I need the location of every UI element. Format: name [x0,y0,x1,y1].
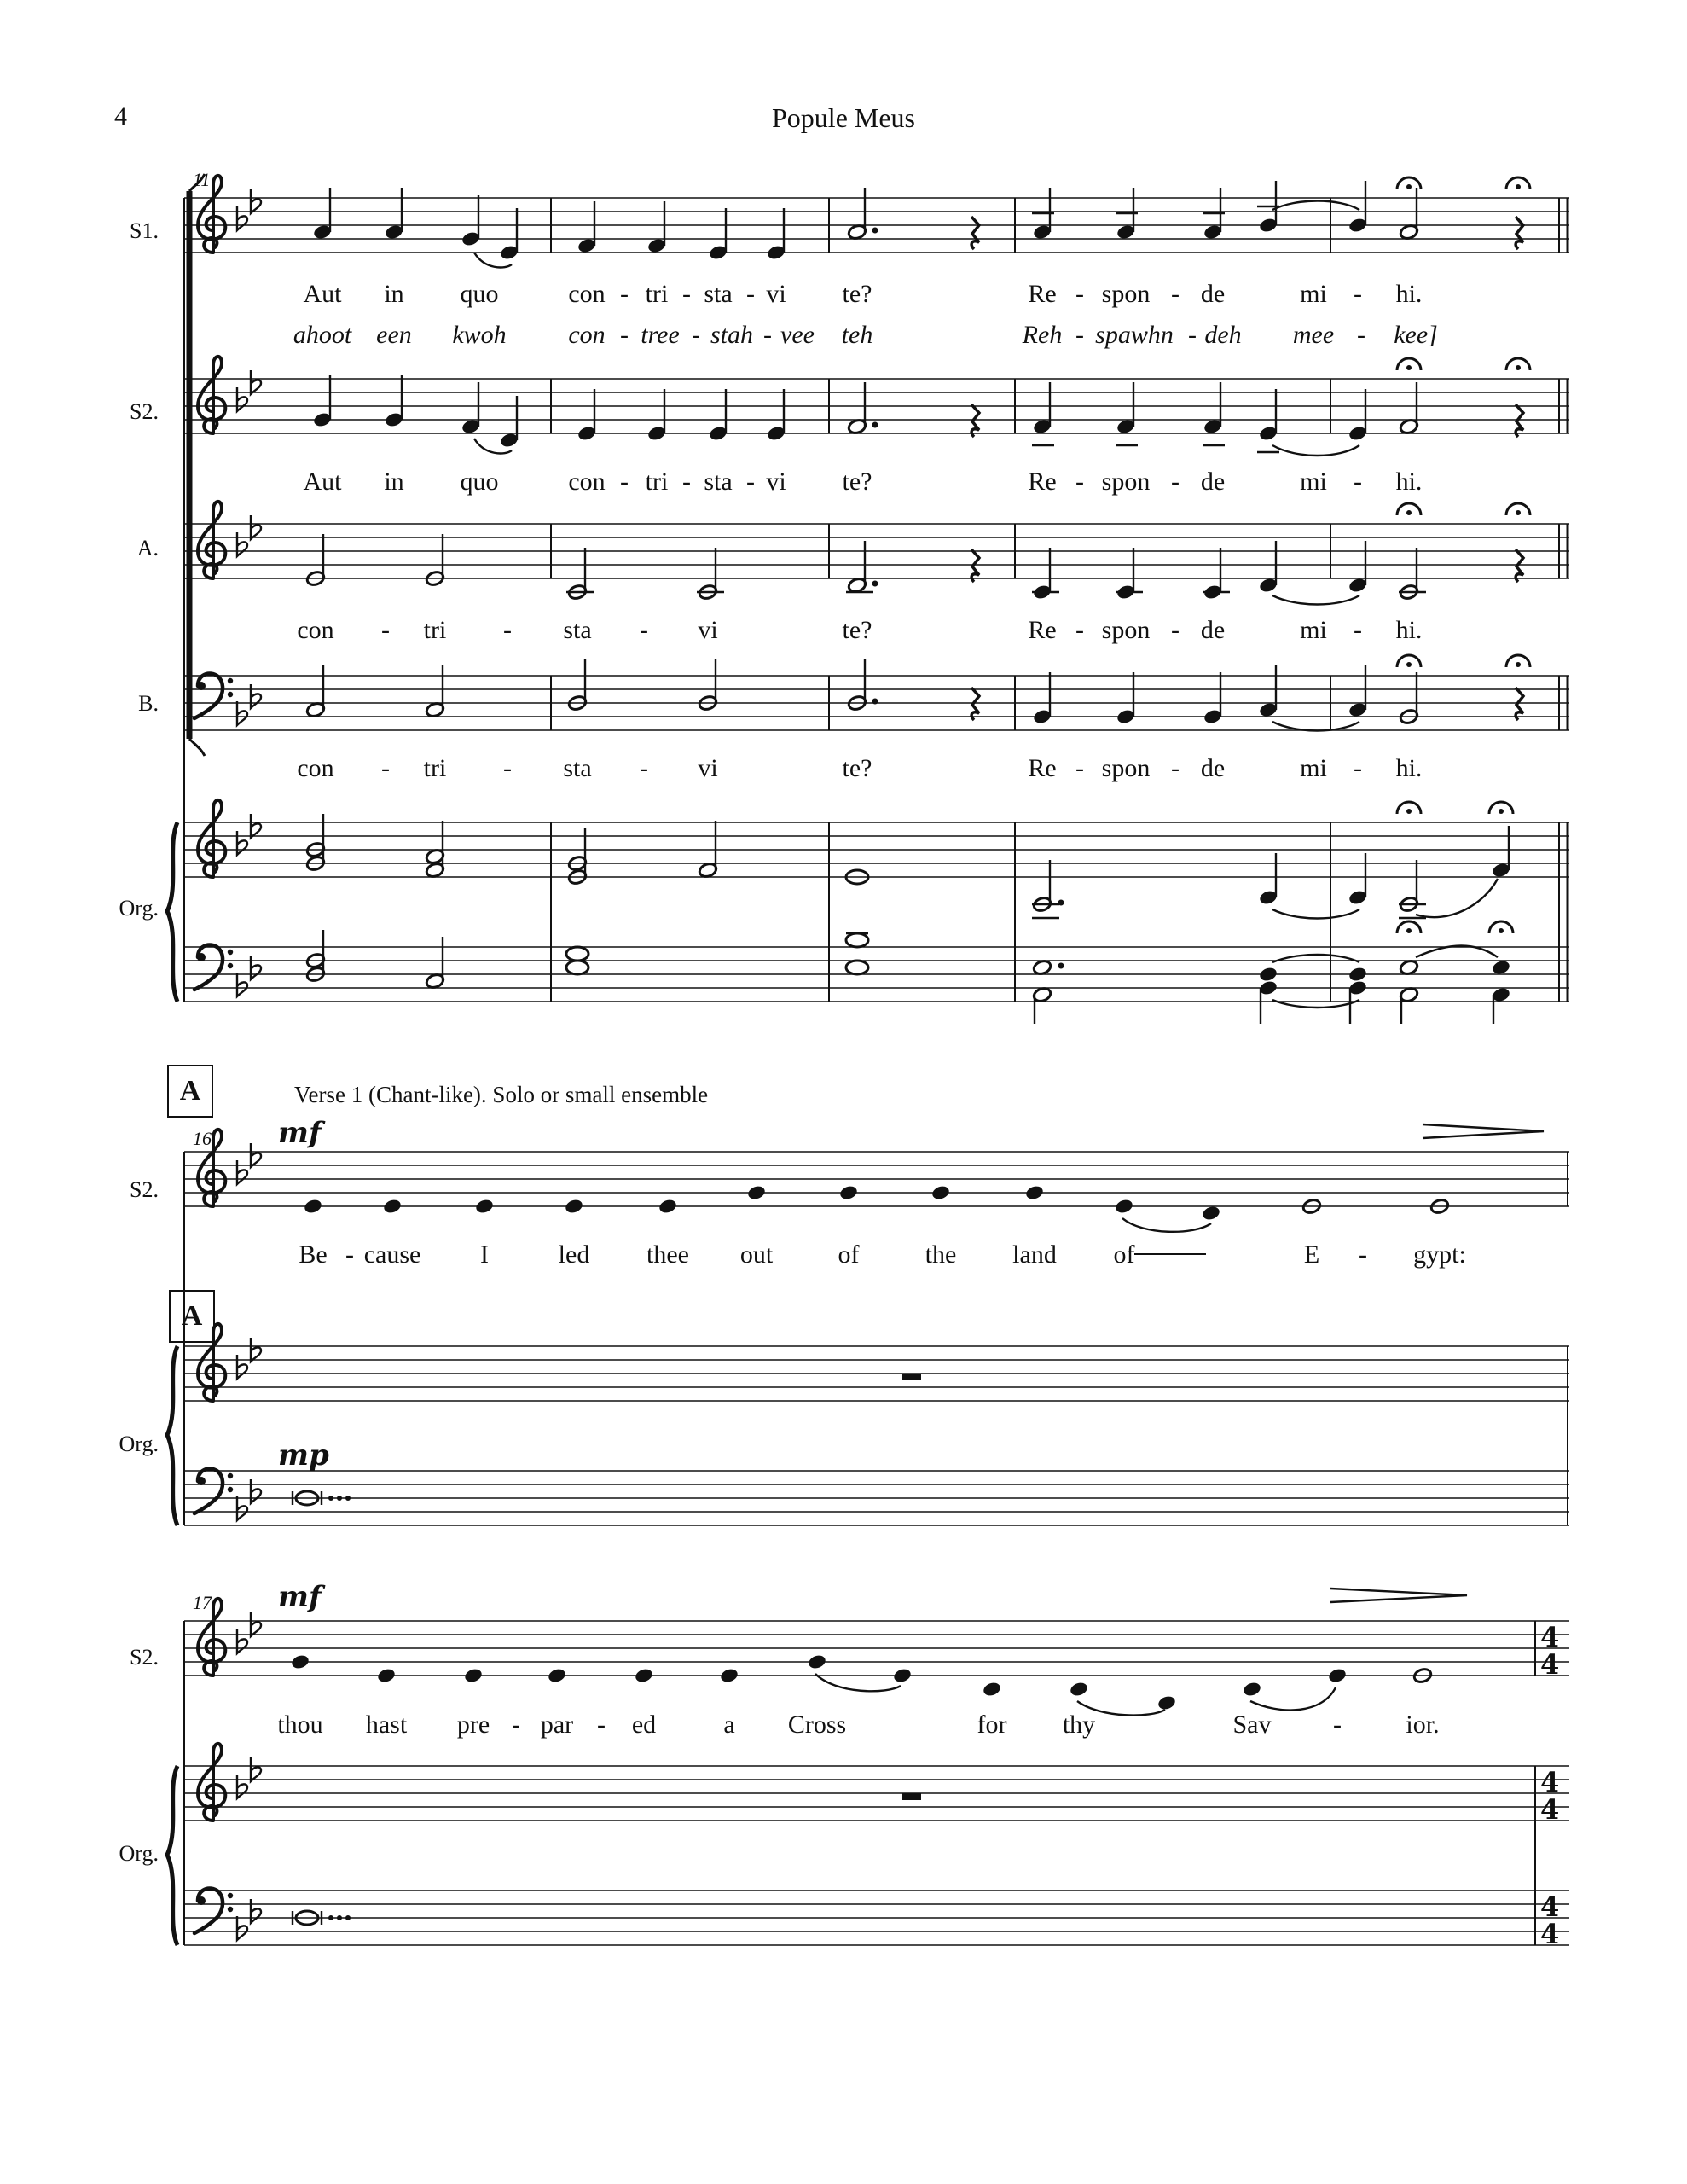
staff-label-organ: Org. [119,1432,159,1456]
lyric-syllable: hast [365,1711,408,1739]
staff-verse-s2 [184,1152,1569,1206]
organ-whole-rest-icon [902,1374,921,1380]
lyric-syllable: Re [1028,280,1057,308]
lyric-syllable: sta [563,754,592,782]
lyric-syllable: - [1354,754,1362,782]
staff-organ-treble [184,822,1569,877]
lyric-syllable: te? [842,468,872,496]
pronunciation-syllable: - [692,321,700,349]
staff-label-organ: Org. [119,1841,159,1866]
svg-text:4: 4 [1540,1891,1560,1923]
lyric-syllable: mi [1300,616,1327,644]
lyric-syllable: - [1171,616,1180,644]
staff-label-s2: S2. [130,1645,159,1670]
measure-number: 11 [193,169,211,190]
notes-bass [305,655,1530,731]
lyric-syllable: sta [563,616,592,644]
pronunciation-syllable: ahoot [293,321,352,349]
notes-s2 [312,358,1530,456]
lyric-syllable: - [1359,1240,1367,1269]
notes-verse-line-2 [290,1589,1467,1925]
lyric-syllable: of [1113,1240,1135,1269]
lyric-syllable: hi. [1395,280,1423,308]
pronunciation-syllable: con [568,321,606,349]
svg-text:4: 4 [1540,1793,1560,1826]
notes-verse-line-1 [303,1124,1544,1254]
lyric-syllable: vi [698,754,718,782]
staff-verse-organ-bass [184,1471,1569,1525]
lyric-syllable: - [512,1711,520,1739]
lyric-syllable: - [1075,468,1084,496]
lyric-syllable: - [640,754,648,782]
staff-label-organ: Org. [119,896,159,921]
lyric-syllable: tri [645,280,669,308]
lyric-syllable: - [746,468,755,496]
page-title: Popule Meus [772,102,915,133]
lyric-syllable: de [1200,616,1226,644]
pronunciation-syllable: Reh [1022,321,1063,349]
lyric-syllable: - [1171,468,1180,496]
pronunciation-syllable: kee] [1394,321,1438,349]
dynamic-marking: mp [278,1438,329,1472]
lyric-syllable: spon [1101,616,1151,644]
performance-direction: Verse 1 (Chant-like). Solo or small ensemble [294,1082,709,1107]
lyric-syllable: pre [456,1711,490,1739]
lyric-syllable: mi [1300,280,1327,308]
lyric-syllable: - [1171,280,1180,308]
lyric-syllable: - [1075,616,1084,644]
lyric-syllable: con [568,468,606,496]
lyric-syllable: te? [842,280,872,308]
lyric-syllable: land [1012,1240,1057,1269]
pronunciation-syllable: tree [641,321,680,349]
lyric-syllable: in [384,280,404,308]
lyric-syllable: te? [842,754,872,782]
lyric-syllable: Re [1028,616,1057,644]
lyric-syllable: Aut [303,280,342,308]
lyric-syllable: spon [1101,468,1151,496]
lyric-syllable: the [925,1240,957,1269]
time-signature-4-4 [1540,1621,1559,1950]
pronunciation-syllable: teh [841,321,873,349]
lyric-syllable: sta [704,468,733,496]
lyric-syllable: ior. [1406,1711,1440,1739]
treble-clef-icon [198,176,225,1821]
lyric-syllable: - [1354,616,1362,644]
pronunciation-syllable: een [376,321,412,349]
barlines [551,198,1568,1945]
staff-label-s2: S2. [130,399,159,424]
staff-verse-organ-treble [184,1346,1569,1401]
pronunciation-syllable: - [1075,321,1084,349]
lyric-syllable: - [746,280,755,308]
lyric-syllable: spon [1101,280,1151,308]
lyric-syllable: - [682,280,691,308]
lyric-syllable: mi [1300,754,1327,782]
lyric-syllable: par [540,1711,574,1739]
lyric-syllable: Re [1028,754,1057,782]
lyric-syllable: ed [631,1711,657,1739]
pronunciation-syllable: spawhn [1095,321,1174,349]
lyric-syllable: - [597,1711,606,1739]
system-bracket [167,174,205,1945]
lyric-syllable: - [503,754,512,782]
lyric-syllable: hi. [1395,616,1423,644]
notes-s1 [312,177,1530,267]
svg-text:4: 4 [1540,1918,1560,1950]
lyric-syllable: vi [698,616,718,644]
lyric-syllable: - [381,754,390,782]
pronunciation-syllable: vee [780,321,815,349]
pronunciation-syllable: mee [1292,321,1335,349]
lyric-syllable: con [297,616,334,644]
lyric-syllable: sta [704,280,733,308]
lyric-syllable: - [620,468,629,496]
lyric-syllable: Be [299,1240,328,1269]
pronunciation-syllable: stah [710,321,754,349]
dynamic-marking: mf [278,1116,322,1150]
notes-organ-system1 [305,802,1513,1024]
dynamic-marking: mf [278,1580,322,1614]
lyric-syllable: spon [1101,754,1151,782]
lyric-syllable: - [1354,468,1362,496]
lyric-syllable: tri [423,754,447,782]
lyric-syllable: quo [460,468,499,496]
staff-label-s2: S2. [130,1177,159,1202]
notes-alto [305,503,1530,605]
lyric-syllable: tri [645,468,669,496]
lyric-syllable: hi. [1395,754,1423,782]
lyric-syllable: Re [1028,468,1057,496]
lyric-syllable: vi [766,468,786,496]
lyric-syllable: - [1075,280,1084,308]
pronunciation-syllable: - [1188,321,1197,349]
lyric-syllable: thy [1062,1711,1096,1739]
lyric-syllable: Sav [1232,1711,1272,1739]
rehearsal-mark-organ: A [169,1290,215,1343]
lyric-syllable: for [977,1711,1007,1739]
lyric-syllable: out [739,1240,774,1269]
lyric-syllable: vi [766,280,786,308]
pronunciation-syllable: deh [1204,321,1242,349]
measure-number: 16 [193,1128,212,1149]
lyric-syllable: E [1303,1240,1320,1269]
lyric-syllable: Aut [303,468,342,496]
rehearsal-mark: A [167,1065,213,1118]
lyric-syllable: de [1200,754,1226,782]
lyric-syllable: I [480,1240,489,1269]
lyric-syllable: - [381,616,390,644]
lyric-syllable: de [1200,468,1226,496]
lyric-syllable: - [503,616,512,644]
staff-verse2-s2 [184,1621,1569,1676]
measure-number: 17 [193,1592,212,1613]
staff-label-alto: A. [136,536,159,561]
lyric-syllable: - [620,280,629,308]
lyric-syllable: - [1333,1711,1342,1739]
staff-label-bass: B. [138,691,159,716]
svg-text:4: 4 [1540,1621,1560,1653]
lyric-syllable: con [568,280,606,308]
pronunciation-syllable: - [620,321,629,349]
pronunciation-syllable: - [763,321,772,349]
page-number: 4 [114,102,127,131]
lyric-syllable: cause [363,1240,421,1269]
lyric-syllable: led [558,1240,590,1269]
lyric-syllable: - [640,616,648,644]
lyric-syllable: con [297,754,334,782]
lyric-syllable: gypt: [1413,1240,1466,1269]
lyric-syllable: thou [277,1711,323,1739]
lyric-syllable: te? [842,616,872,644]
lyric-syllable: - [1171,754,1180,782]
svg-text:4: 4 [1540,1766,1560,1798]
lyric-syllable: - [345,1240,354,1269]
svg-text:4: 4 [1540,1648,1560,1681]
key-signature-flats [237,189,261,1940]
lyric-syllable: a [723,1711,735,1739]
staff-verse2-organ-treble [184,1766,1569,1821]
lyric-syllable: de [1200,280,1226,308]
lyric-syllable: tri [423,616,447,644]
lyric-syllable: quo [460,280,499,308]
staff-label-s1: S1. [130,218,159,243]
lyric-syllable: - [1075,754,1084,782]
pronunciation-syllable: kwoh [452,321,507,349]
lyric-syllable: thee [646,1240,689,1269]
lyric-syllable: mi [1300,468,1327,496]
staff-alto [184,524,1569,578]
lyric-syllable: - [682,468,691,496]
lyric-syllable: hi. [1395,468,1423,496]
lyric-syllable: of [838,1240,860,1269]
lyric-syllable: in [384,468,404,496]
staff-verse2-organ-bass [184,1891,1569,1945]
pronunciation-syllable: - [1357,321,1365,349]
lyric-syllable: Cross [787,1711,847,1739]
lyric-syllable: - [1354,280,1362,308]
